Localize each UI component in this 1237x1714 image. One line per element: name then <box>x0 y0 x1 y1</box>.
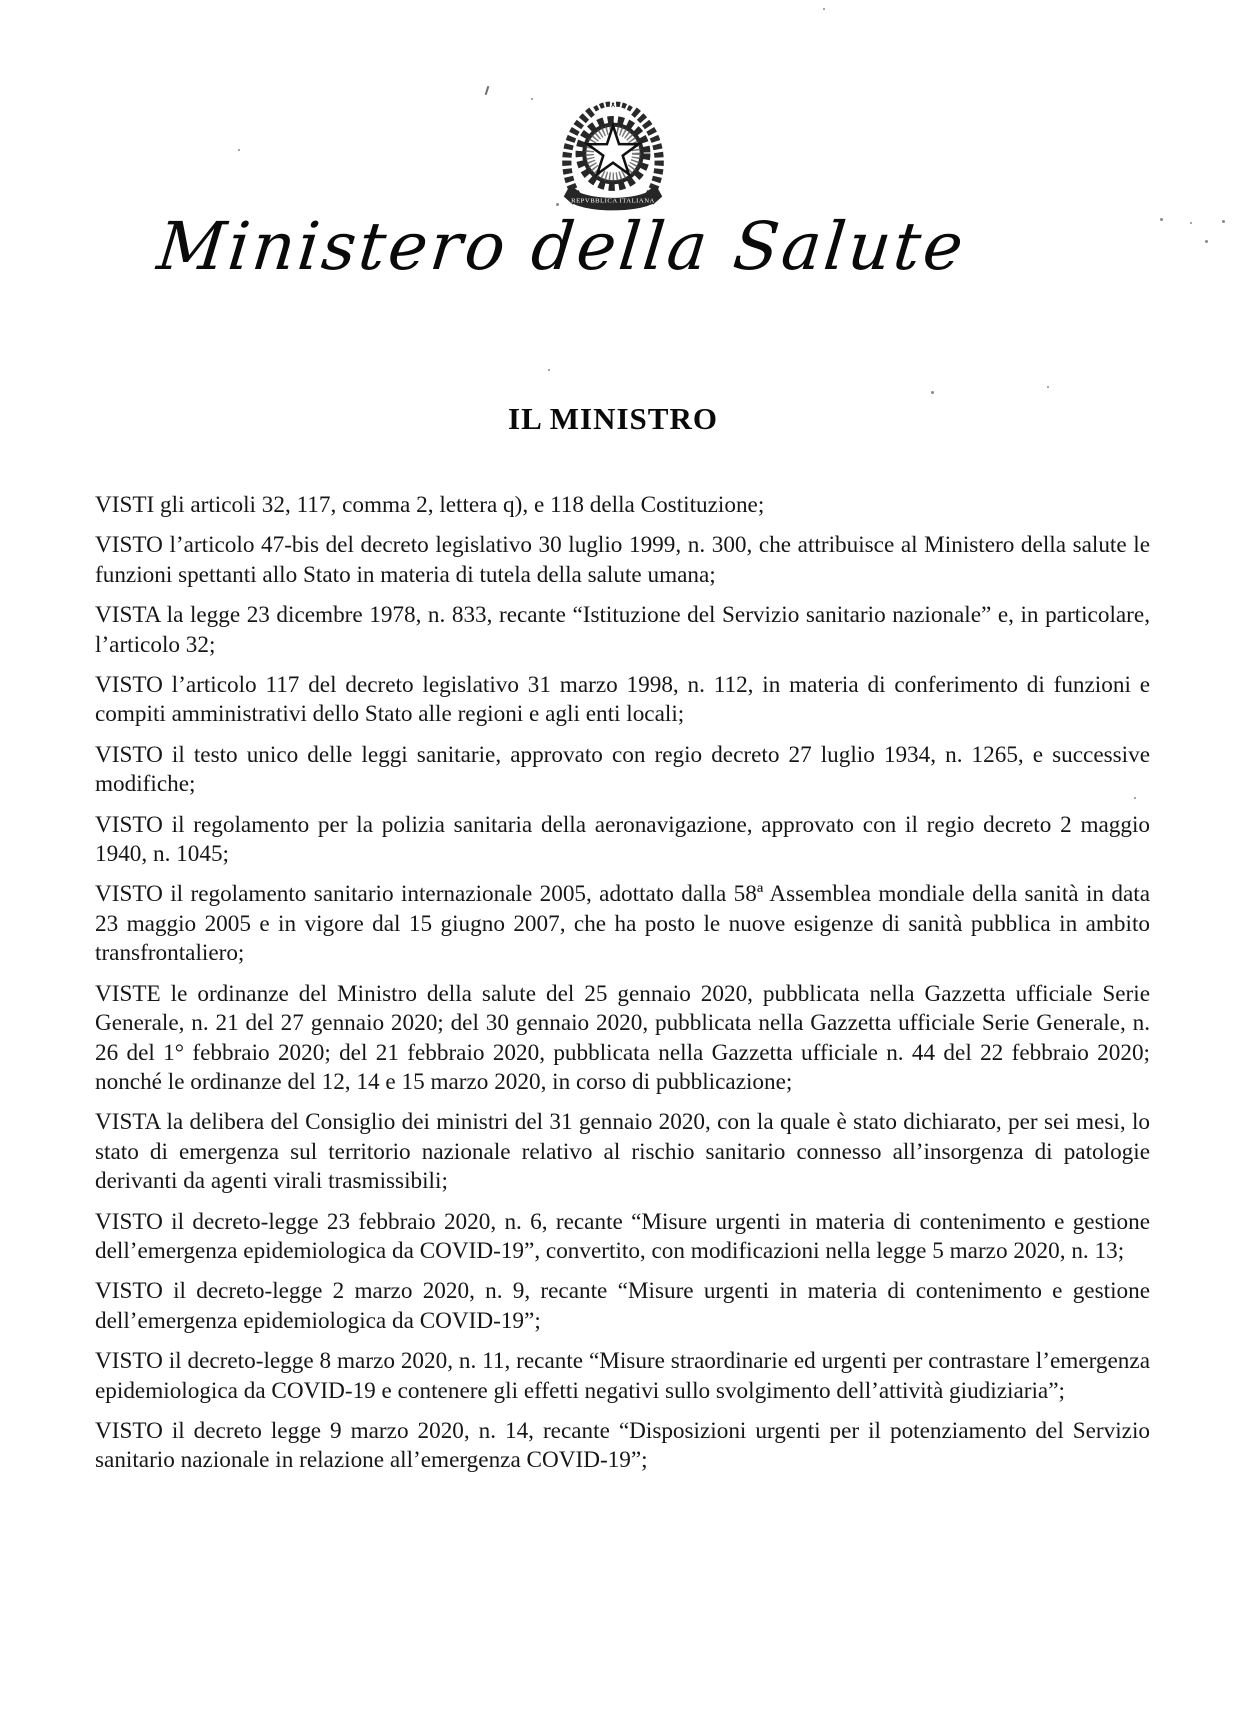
scan-speck <box>556 203 559 206</box>
scan-speck <box>531 98 533 100</box>
decree-recital: VISTE le ordinanze del Ministro della salute del 25 gennaio 2020, pubblicata nella Gazzetta ufficiale Serie Generale, n. 21 del 27 gennaio 2020; del 30 gennaio 2020, pubblicata nella Gazzetta ufficiale Serie Generale, n. 26 del 1° febbraio 2020; del 21 febbraio 2020, pubblicata nella Gazzetta ufficiale n. 44 del 22 febbraio 2020; nonché le ordinanze del 12, 14 e 15 marzo 2020, in corso di pubblicazione; <box>95 980 1150 1095</box>
italian-republic-emblem-icon <box>556 96 670 214</box>
decree-recital: VISTI gli articoli 32, 117, comma 2, lettera q), e 118 della Costituzione; <box>95 492 765 518</box>
decree-recital: VISTO l’articolo 47-bis del decreto legislativo 30 luglio 1999, n. 300, che attribuisce al Ministero della salute le funzioni spettanti allo Stato in materia di tutela della salute umana; <box>95 532 1150 588</box>
decree-recital: VISTO il decreto-legge 2 marzo 2020, n. 9, recante “Misure urgenti in materia di contenimento e gestione dell’emergenza epidemiologica da COVID-19”; <box>95 1278 1150 1334</box>
scan-speck <box>1047 386 1049 388</box>
emblem-ribbon-text: REPVBBLICA ITALIANA <box>571 197 655 205</box>
scan-mark <box>485 86 490 95</box>
decree-recital: VISTO il regolamento per la polizia sanitaria della aeronavigazione, approvato con il regio decreto 2 maggio 1940, n. 1045; <box>95 811 1150 868</box>
scan-speck <box>1205 240 1208 243</box>
decree-recital: VISTO l’articolo 117 del decreto legislativo 31 marzo 1998, n. 112, in materia di conferimento di funzioni e compiti amministrativi dello Stato alle regioni e agli enti locali; <box>95 672 1150 728</box>
decree-recital: VISTO il decreto-legge 8 marzo 2020, n. 11, recante “Misure straordinarie ed urgenti per contrastare l’emergenza epidemiologica da COVID-19 e contenere gli effetti negativi sullo svolgimento dell’attività giudiziaria”; <box>95 1348 1150 1404</box>
scan-speck <box>1222 220 1225 223</box>
decree-body <box>95 491 1150 1487</box>
decree-recital: VISTO il decreto-legge 23 febbraio 2020, n. 6, recante “Misure urgenti in materia di contenimento e gestione dell’emergenza epidemiologica da COVID-19”, convertito, con modificazioni nella legge 5 marzo 2020, n. 13; <box>95 1208 1150 1264</box>
decree-recital: VISTO il regolamento sanitario internazionale 2005, adottato dalla 58ª Assemblea mondiale della sanità in data 23 maggio 2005 e in vigore dal 15 giugno 2007, che ha posto le nuove esigenze di sanità pubblica in ambito transfrontaliero; <box>95 881 1150 967</box>
decree-recital: VISTO il testo unico delle leggi sanitarie, approvato con regio decreto 27 luglio 1934, n. 1265, e successive modifiche; <box>95 741 1150 798</box>
scan-speck <box>238 149 240 151</box>
scan-speck <box>548 369 550 371</box>
page-title: IL MINISTRO <box>508 401 718 436</box>
scan-speck <box>931 391 934 394</box>
decree-recital: VISTO il decreto legge 9 marzo 2020, n. 14, recante “Disposizioni urgenti per il potenziamento del Servizio sanitario nazionale in relazione all’emergenza COVID-19”; <box>95 1417 1150 1474</box>
scan-speck <box>1134 797 1136 799</box>
decree-recital: VISTA la delibera del Consiglio dei ministri del 31 gennaio 2020, con la quale è stato dichiarato, per sei mesi, lo stato di emergenza sul territorio nazionale relativo al rischio sanitario connesso all’insorgenza di patologie derivanti da agenti virali trasmissibili; <box>95 1109 1150 1195</box>
scan-speck <box>1160 218 1163 221</box>
decree-recital: VISTA la legge 23 dicembre 1978, n. 833, recante “Istituzione del Servizio sanitario nazionale” e, in particolare, l’articolo 32; <box>95 602 1150 658</box>
scan-speck <box>823 8 825 10</box>
scan-speck <box>1190 222 1192 224</box>
ministry-script-title: Ministero della Salute <box>153 208 970 285</box>
